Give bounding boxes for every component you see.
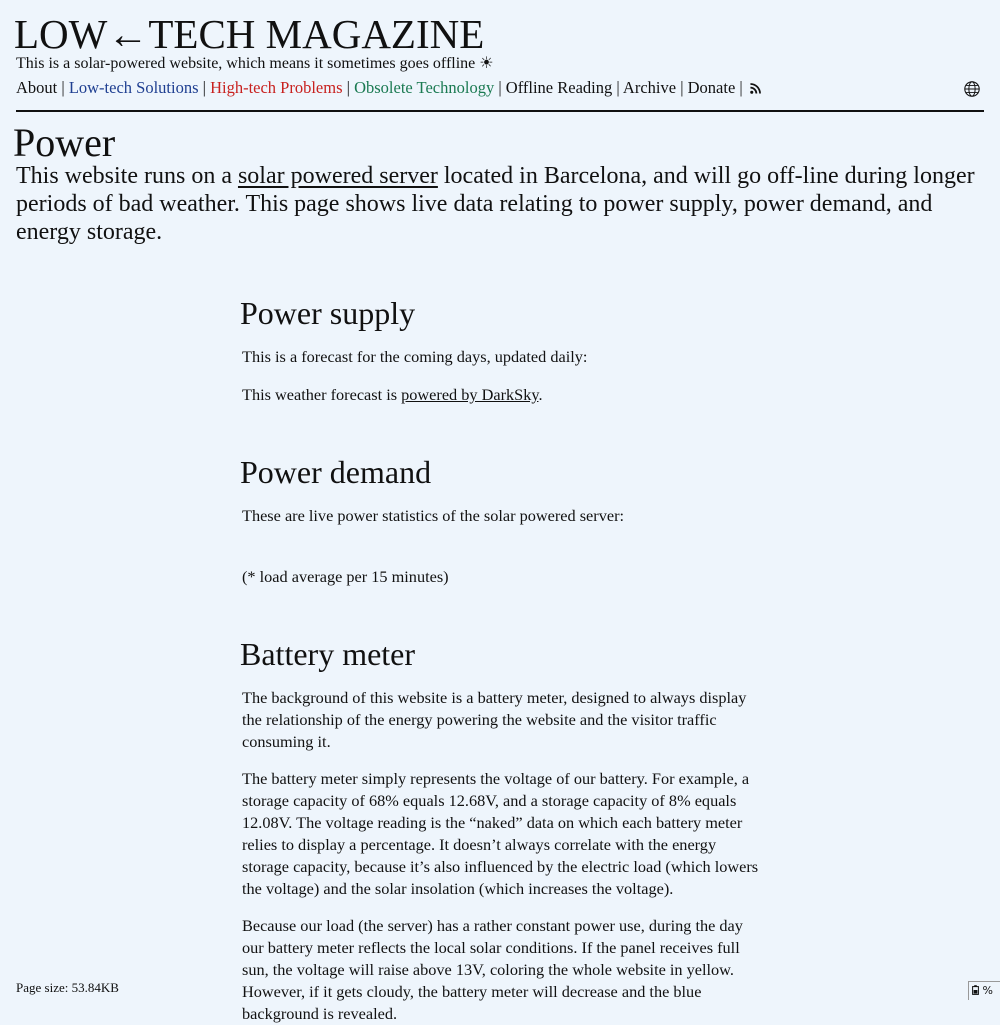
header-divider <box>16 110 984 112</box>
darksky-attribution: This weather forecast is powered by DarkSky. <box>242 385 543 404</box>
battery-meter-heading: Battery meter <box>240 636 416 672</box>
nav-donate[interactable]: Donate <box>687 78 736 97</box>
battery-paragraph-3: Because our load (the server) has a rather constant power use, during the day our battery meter reflects the local solar conditions. If the panel receives full sun, the voltage will raise above 13V, coloring the whole website in yellow. However, if it gets cloudy, the battery meter will decrease and the blue background is revealed. <box>242 916 743 1023</box>
rss-icon <box>750 83 761 94</box>
battery-icon <box>972 985 979 995</box>
rss-link[interactable] <box>747 78 761 97</box>
nav-archive[interactable]: Archive <box>622 78 677 97</box>
nav-obsolete-technology[interactable]: Obsolete Technology <box>354 78 495 97</box>
power-stats-text: These are live power statistics of the solar powered server: <box>242 506 625 525</box>
power-supply-heading: Power supply <box>240 295 416 331</box>
page-size-indicator: Page size: 53.84KB <box>16 980 119 995</box>
main-nav <box>16 77 761 99</box>
nav-low-tech-solutions[interactable]: Low-tech Solutions <box>68 78 199 97</box>
globe-icon[interactable] <box>963 80 981 98</box>
power-demand-heading: Power demand <box>240 454 432 490</box>
battery-paragraph-1: The background of this website is a battery meter, designed to always display the relationship of the energy powering the website and the visitor traffic consuming it. <box>242 688 747 751</box>
nav-separator: | <box>198 78 211 97</box>
nav-separator: | <box>676 78 688 97</box>
nav-offline-reading[interactable]: Offline Reading <box>505 78 613 97</box>
nav-high-tech-problems[interactable]: High-tech Problems <box>210 78 343 97</box>
battery-percent: % <box>982 984 993 997</box>
solar-powered-server-link[interactable]: solar powered server <box>237 163 438 189</box>
nav-separator: | <box>735 78 747 97</box>
site-title[interactable]: LOW←TECH MAGAZINE <box>14 11 485 57</box>
darksky-link[interactable]: powered by DarkSky <box>401 385 539 404</box>
battery-status <box>968 981 1000 1000</box>
nav-separator: | <box>57 78 69 97</box>
forecast-text: This is a forecast for the coming days, updated daily: <box>242 347 588 366</box>
nav-separator: | <box>612 78 623 97</box>
site-tagline: This is a solar-powered website, which means it sometimes goes offline ☀ <box>16 55 494 72</box>
load-average-note: (* load average per 15 minutes) <box>242 567 449 586</box>
nav-about[interactable]: About <box>16 78 58 97</box>
nav-separator: | <box>494 78 506 97</box>
page-title: Power <box>13 120 116 165</box>
intro-paragraph: This website runs on a solar powered server located in Barcelona, and will go off-line during longer periods of bad weather. This page shows live data relating to power supply, power demand, and energy storage. <box>16 163 975 245</box>
battery-paragraph-2: The battery meter simply represents the voltage of our battery. For example, a storage capacity of 68% equals 12.68V, and a storage capacity of 8% equals 12.08V. The voltage reading is the “naked” data on which each battery meter relies to display a percentage. It doesn’t always correlate with the energy storage capacity, because it’s also influenced by the electric load (which lowers the voltage) and the solar insolation (which increases the voltage). <box>242 769 759 898</box>
nav-separator: | <box>342 78 355 97</box>
